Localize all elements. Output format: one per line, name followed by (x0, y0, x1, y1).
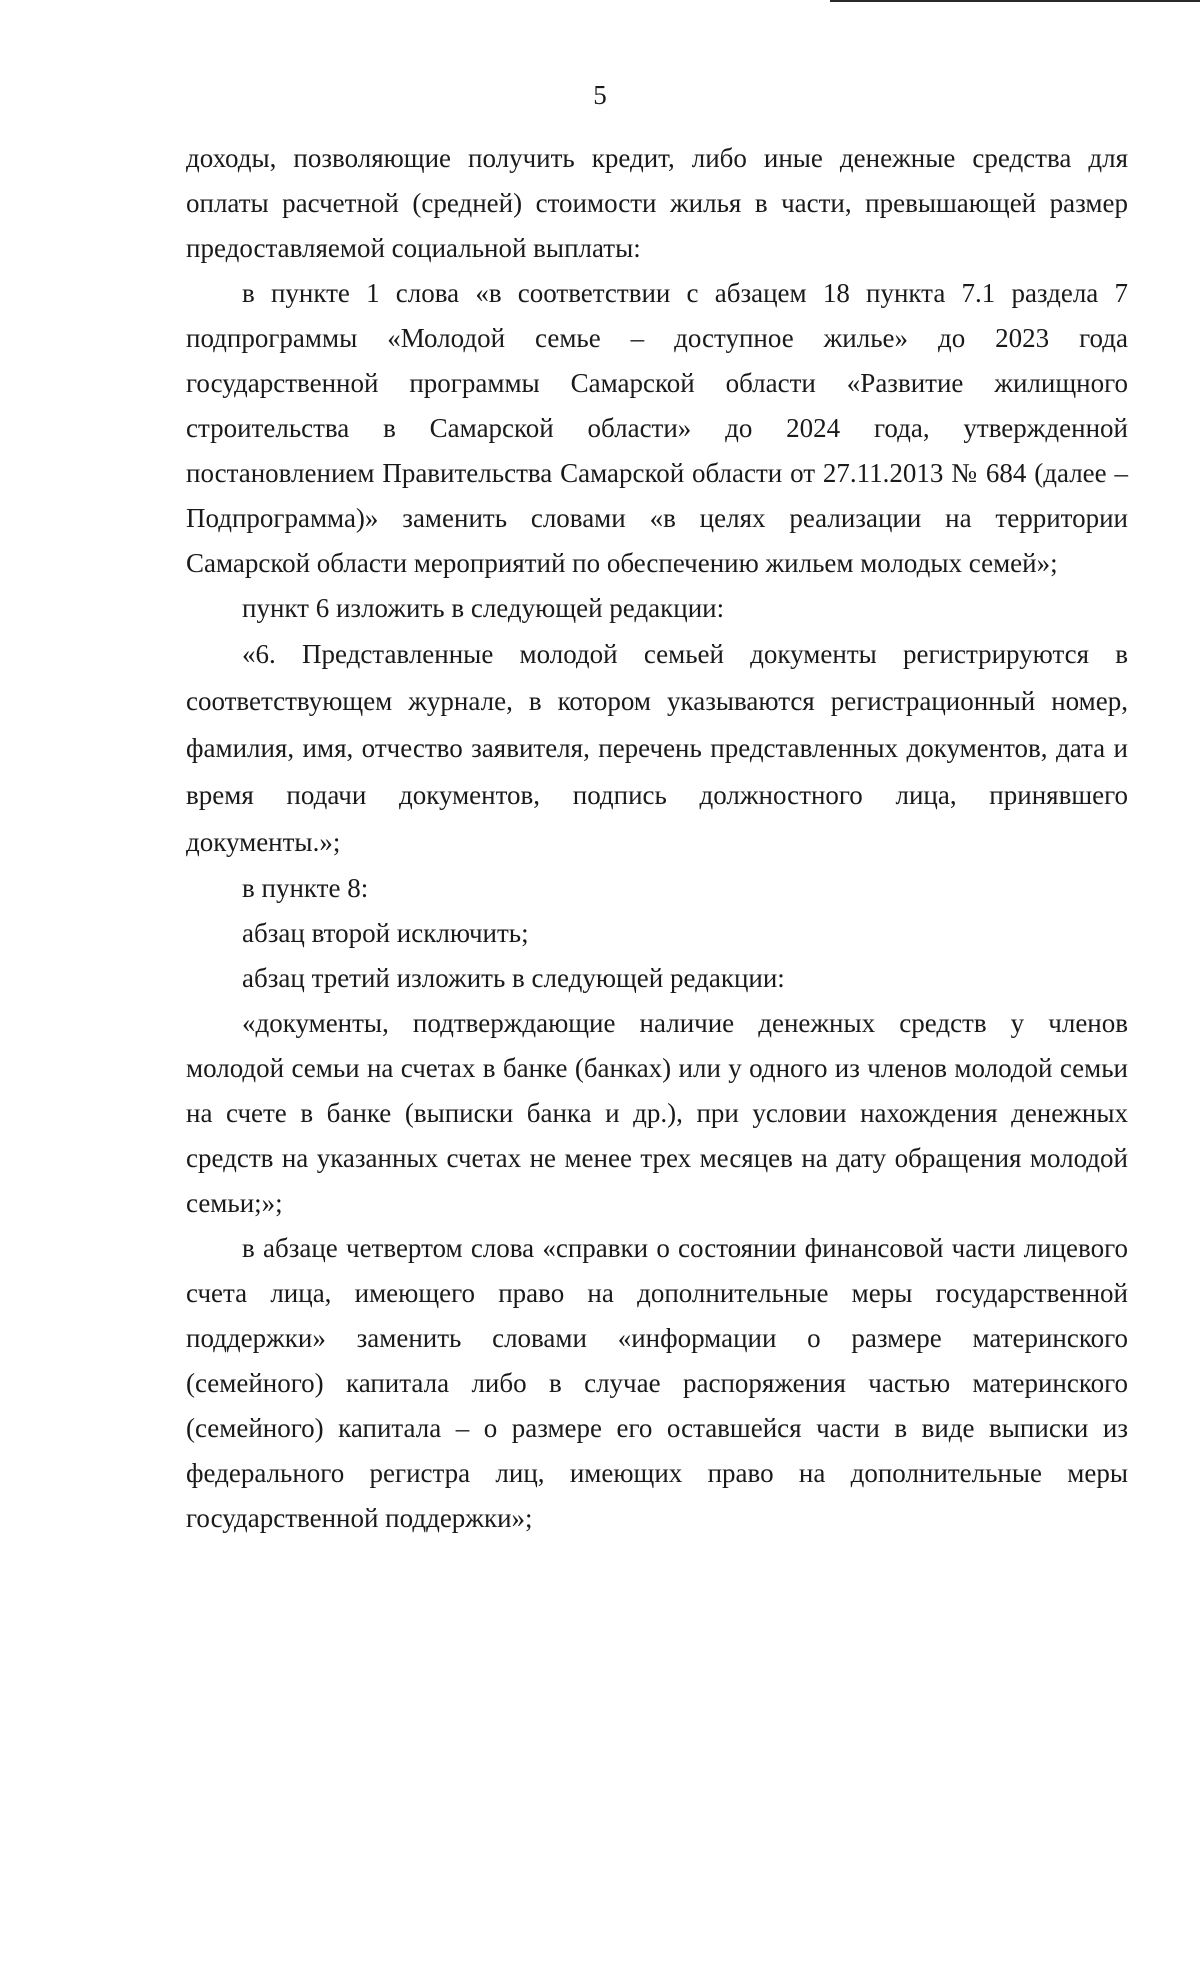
scan-edge-line (830, 0, 1200, 2)
paragraph-abzac-4-amendment: в абзаце четвертом слова «справки о состоянии финансовой части лицевого счета лица, имеющего право на дополнительные меры государственной поддержки» заменить словами «информации о размере материнского (семейного) капитала либо в случае распоряжения частью материнского (семейного) капитала – о размере его оставшейся части в виде выписки из федерального регистра лиц, имеющих право на дополнительные меры государственной поддержки»; (186, 1233, 1128, 1533)
paragraph-item-6-intro: пункт 6 изложить в следующей редакции: (242, 593, 725, 623)
page-number: 5 (593, 80, 607, 110)
paragraph-item-1-amendment: в пункте 1 слова «в соответствии с абзацем 18 пункта 7.1 раздела 7 подпрограммы «Молодой семье – доступное жилье» до 2023 года государственной программы Самарской области «Развитие жилищного строительства в Самарской области» до 2024 года, утвержденной постановлением Правительства Самарской области от 27.11.2013 № 684 (далее – Подпрограмма)» заменить словами «в целях реализации на территории Самарской области мероприятий по обеспечению жильем молодых семей»; (186, 278, 1128, 578)
paragraph-item-8-intro: в пункте 8: (242, 873, 369, 903)
paragraph-abzac-3-text: «документы, подтверждающие наличие денежных средств у членов молодой семьи на счетах в банке (банках) или у одного из членов молодой семьи на счете в банке (выписки банка и др.), при условии нахождения денежных средств на указанных счетах не менее трех месяцев на дату обращения молодой семьи;»; (186, 1008, 1128, 1218)
paragraph-item-6-text: «6. Представленные молодой семьей документы регистрируются в соответствующем журнале, в котором указываются регистрационный номер, фамилия, имя, отчество заявителя, перечень представленных документов, дата и время подачи документов, подпись должностного лица, принявшего документы.»; (186, 639, 1128, 857)
document-body (186, 136, 1128, 1541)
paragraph-continuation: доходы, позволяющие получить кредит, либо иные денежные средства для оплаты расчетной (средней) стоимости жилья в части, превышающей размер предоставляемой социальной выплаты: (186, 143, 1128, 263)
paragraph-abzac-2: абзац второй исключить; (242, 918, 529, 948)
paragraph-abzac-3-intro: абзац третий изложить в следующей редакции: (242, 963, 785, 993)
